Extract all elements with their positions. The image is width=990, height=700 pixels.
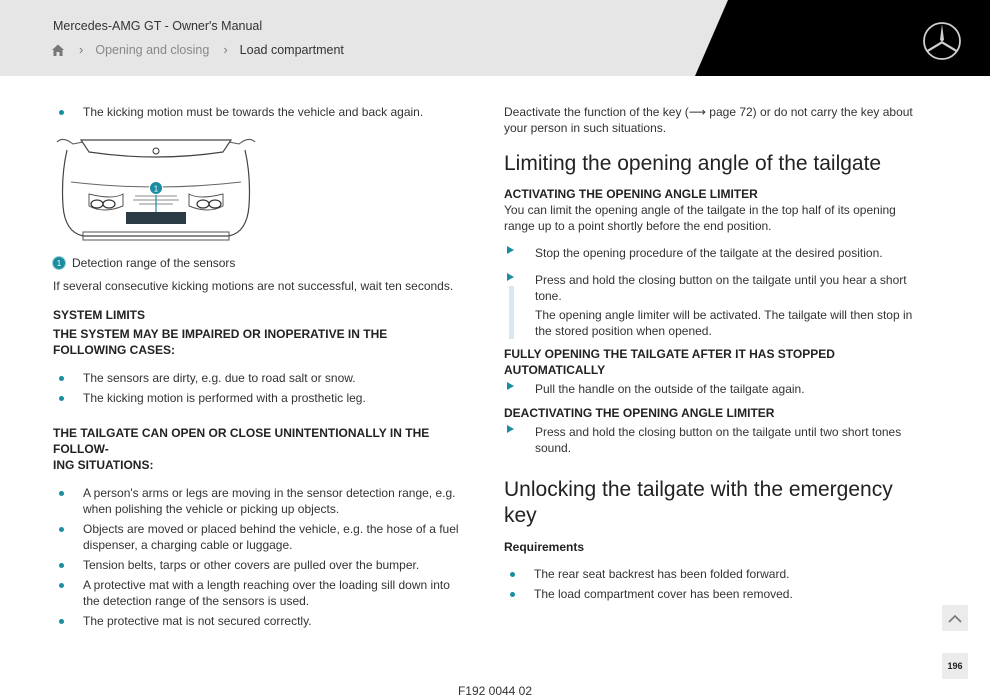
figure-code: F192 0044 02 <box>457 684 533 698</box>
step-arrow-icon <box>507 425 514 433</box>
figure-badge: 1 <box>153 184 159 194</box>
list-item: The load compartment cover has been removed. <box>504 586 924 602</box>
figure-caption <box>53 256 463 270</box>
step-result-text: The opening angle limiter will be activated. The tailgate will then stop in the stored position when opened. <box>535 308 913 338</box>
list-item: The protective mat is not secured correctly. <box>53 613 463 629</box>
scroll-top-button[interactable] <box>942 605 968 631</box>
breadcrumb <box>51 42 344 57</box>
chevron-right-icon: › <box>223 42 228 57</box>
tailgate-heading-line1: THE TAILGATE CAN OPEN OR CLOSE UNINTENTIONALLY IN THE FOLLOW- <box>53 426 430 456</box>
system-limits-heading: SYSTEM LIMITS <box>53 308 146 322</box>
breadcrumb-current: Load compartment <box>239 42 344 57</box>
tailgate-situations-list <box>53 485 463 629</box>
car-rear-figure <box>53 136 259 244</box>
step-text: Pull the handle on the outside of the tailgate again. <box>535 382 805 396</box>
list-item: Tension belts, tarps or other covers are pulled over the bumper. <box>53 557 463 573</box>
list-item: A person's arms or legs are moving in the sensor detection range, e.g. when polishing the vehicle or picking up objects. <box>53 485 463 517</box>
impaired-list <box>53 370 463 406</box>
page-number: 196 <box>947 661 963 671</box>
step-arrow-icon <box>507 382 514 390</box>
tailgate-unintentional-heading <box>53 425 463 473</box>
activating-text: You can limit the opening angle of the tailgate in the top half of its opening range up to a point shortly before the end position. <box>504 203 896 233</box>
step-deactivate <box>504 424 924 456</box>
caption-badge: 1 <box>53 257 65 269</box>
list-item: Objects are moved or placed behind the vehicle, e.g. the hose of a fuel dispenser, a charging cable or luggage. <box>53 521 463 553</box>
right-column <box>504 104 924 606</box>
step-pull-handle <box>504 381 924 397</box>
step-press-hold <box>504 272 924 339</box>
chevron-right-icon: › <box>79 42 84 57</box>
car-rear-illustration <box>53 136 259 244</box>
step-arrow-icon <box>507 273 514 281</box>
bullet-list-top <box>53 104 463 120</box>
list-item: The rear seat backrest has been folded forward. <box>504 566 924 582</box>
deactivate-key-paragraph: Deactivate the function of the key (⟶ page 72) or do not carry the key about your person in such situations. <box>504 105 913 135</box>
list-item: The sensors are dirty, e.g. due to road salt or snow. <box>53 370 463 386</box>
step-text: Stop the opening procedure of the tailgate at the desired position. <box>535 246 883 260</box>
breadcrumb-link-opening-closing[interactable]: Opening and closing <box>95 42 210 57</box>
home-icon[interactable] <box>51 43 65 57</box>
mercedes-star-icon[interactable] <box>922 21 962 61</box>
step-text: Press and hold the closing button on the tailgate until you hear a short tone. <box>535 273 907 303</box>
retry-paragraph: If several consecutive kicking motions are not successful, wait ten seconds. <box>53 279 454 293</box>
left-column <box>53 104 463 633</box>
activating-heading: ACTIVATING THE OPENING ANGLE LIMITER <box>504 187 758 201</box>
section-title-emergency-key: Unlocking the tailgate with the emergency key <box>504 478 893 527</box>
impaired-heading: THE SYSTEM MAY BE IMPAIRED OR INOPERATIVE IN THE FOLLOWING CASES: <box>53 327 388 357</box>
caption-text: Detection range of the sensors <box>72 256 236 270</box>
chevron-up-icon <box>948 614 962 623</box>
step-arrow-icon <box>507 246 514 254</box>
page-number-button[interactable] <box>942 653 968 679</box>
fully-opening-heading: FULLY OPENING THE TAILGATE AFTER IT HAS STOPPED AUTOMATICALLY <box>504 347 835 377</box>
step-result-bar <box>509 286 514 339</box>
section-title-opening-angle: Limiting the opening angle of the tailgate <box>504 152 882 175</box>
deactivating-heading: DEACTIVATING THE OPENING ANGLE LIMITER <box>504 406 775 420</box>
list-item: A protective mat with a length reaching over the loading sill down into the detection range of the sensors is used. <box>53 577 463 609</box>
manual-title: Mercedes-AMG GT - Owner's Manual <box>53 19 263 33</box>
step-text: Press and hold the closing button on the tailgate until two short tones sound. <box>535 425 902 455</box>
requirements-heading: Requirements <box>504 540 585 554</box>
header-bar <box>0 0 990 76</box>
list-item: The kicking motion must be towards the vehicle and back again. <box>53 104 463 120</box>
requirements-list <box>504 566 924 602</box>
tailgate-heading-line2: ING SITUATIONS: <box>53 458 154 472</box>
list-item: The kicking motion is performed with a prosthetic leg. <box>53 390 463 406</box>
step-stop-opening <box>504 245 924 261</box>
